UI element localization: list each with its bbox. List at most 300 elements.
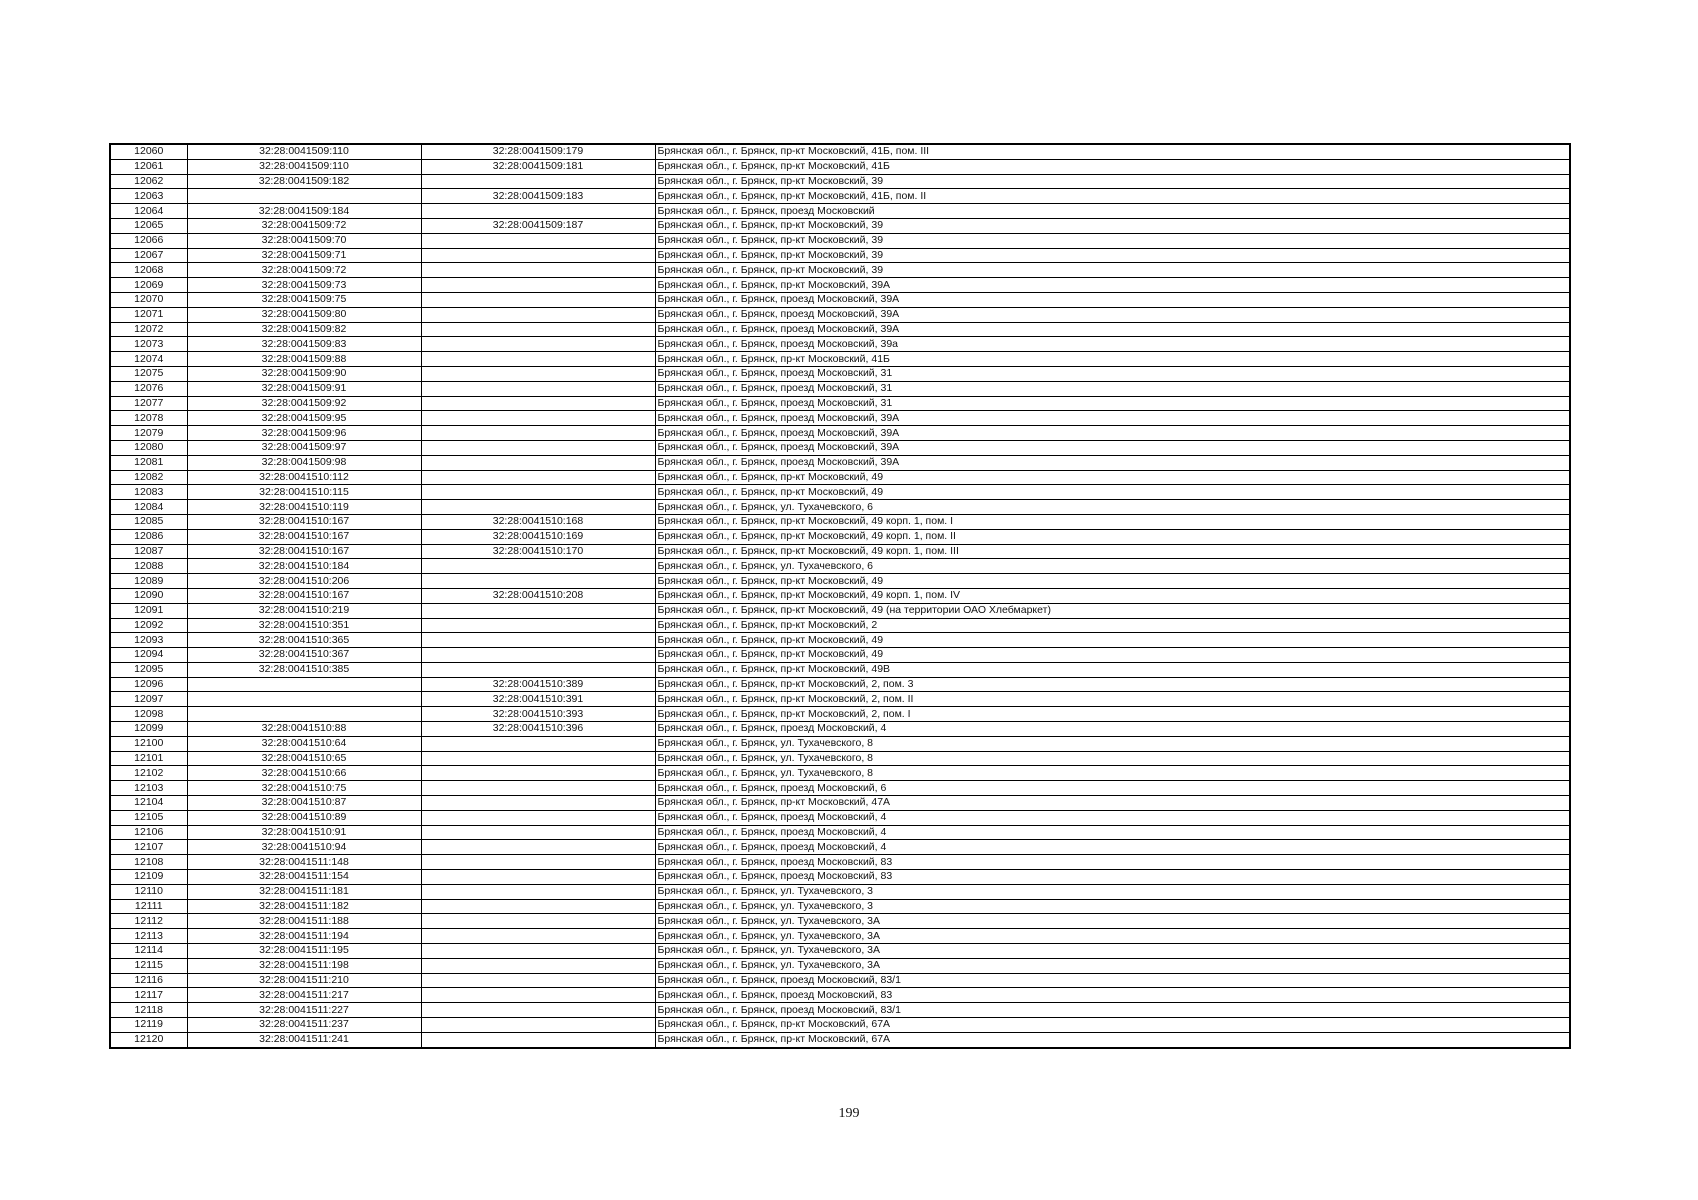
address-cell: Брянская обл., г. Брянск, проезд Московский, 31: [655, 396, 1570, 411]
sub-cadastral-number-cell: [421, 929, 655, 944]
row-number-cell: 12077: [110, 396, 187, 411]
address-cell: Брянская обл., г. Брянск, пр-кт Московский, 39: [655, 233, 1570, 248]
cadastral-number-cell: 32:28:0041510:385: [187, 662, 421, 677]
address-cell: Брянская обл., г. Брянск, пр-кт Московский, 49 (на территории ОАО Хлебмаркет): [655, 603, 1570, 618]
cadastral-number-cell: [187, 692, 421, 707]
table-row: [110, 292, 1570, 307]
cadastral-number-cell: 32:28:0041511:195: [187, 944, 421, 959]
sub-cadastral-number-cell: [421, 1032, 655, 1047]
address-cell: Брянская обл., г. Брянск, пр-кт Московский, 39: [655, 218, 1570, 233]
sub-cadastral-number-cell: [421, 500, 655, 515]
table-row: [110, 1018, 1570, 1033]
address-cell: Брянская обл., г. Брянск, проезд Московский, 39А: [655, 455, 1570, 470]
address-cell: Брянская обл., г. Брянск, пр-кт Московский, 49: [655, 574, 1570, 589]
address-cell: Брянская обл., г. Брянск, пр-кт Московский, 49: [655, 648, 1570, 663]
address-cell: Брянская обл., г. Брянск, пр-кт Московский, 2, пом. II: [655, 692, 1570, 707]
table-row: [110, 529, 1570, 544]
table-row: [110, 1032, 1570, 1047]
row-number-cell: 12118: [110, 1003, 187, 1018]
cadastral-number-cell: 32:28:0041511:154: [187, 870, 421, 885]
row-number-cell: 12104: [110, 796, 187, 811]
address-cell: Брянская обл., г. Брянск, пр-кт Московский, 2: [655, 618, 1570, 633]
row-number-cell: 12093: [110, 633, 187, 648]
address-cell: Брянская обл., г. Брянск, проезд Московский, 83: [655, 855, 1570, 870]
sub-cadastral-number-cell: [421, 840, 655, 855]
address-cell: Брянская обл., г. Брянск, пр-кт Московский, 41Б: [655, 352, 1570, 367]
sub-cadastral-number-cell: [421, 292, 655, 307]
row-number-cell: 12072: [110, 322, 187, 337]
table-row: [110, 352, 1570, 367]
sub-cadastral-number-cell: 32:28:0041510:396: [421, 722, 655, 737]
table-row: [110, 144, 1570, 159]
address-cell: Брянская обл., г. Брянск, проезд Московский, 39А: [655, 322, 1570, 337]
table-row: [110, 914, 1570, 929]
address-cell: Брянская обл., г. Брянск, пр-кт Московский, 39: [655, 174, 1570, 189]
row-number-cell: 12116: [110, 973, 187, 988]
sub-cadastral-number-cell: [421, 751, 655, 766]
address-cell: Брянская обл., г. Брянск, проезд Московский, 39А: [655, 411, 1570, 426]
row-number-cell: 12103: [110, 781, 187, 796]
address-cell: Брянская обл., г. Брянск, пр-кт Московский, 39А: [655, 278, 1570, 293]
sub-cadastral-number-cell: [421, 411, 655, 426]
address-cell: Брянская обл., г. Брянск, проезд Московский, 6: [655, 781, 1570, 796]
table-row: [110, 366, 1570, 381]
address-cell: Брянская обл., г. Брянск, проезд Московский, 83: [655, 870, 1570, 885]
cadastral-number-cell: 32:28:0041510:351: [187, 618, 421, 633]
sub-cadastral-number-cell: [421, 736, 655, 751]
sub-cadastral-number-cell: [421, 470, 655, 485]
cadastral-number-cell: 32:28:0041509:98: [187, 455, 421, 470]
row-number-cell: 12083: [110, 485, 187, 500]
table-row: [110, 485, 1570, 500]
cadastral-number-cell: 32:28:0041510:167: [187, 514, 421, 529]
address-cell: Брянская обл., г. Брянск, проезд Московский, 39А: [655, 292, 1570, 307]
cadastral-number-cell: [187, 189, 421, 204]
row-number-cell: 12085: [110, 514, 187, 529]
row-number-cell: 12090: [110, 588, 187, 603]
table-row: [110, 603, 1570, 618]
address-cell: Брянская обл., г. Брянск, проезд Московский, 39А: [655, 426, 1570, 441]
sub-cadastral-number-cell: [421, 455, 655, 470]
table-row: [110, 189, 1570, 204]
address-cell: Брянская обл., г. Брянск, проезд Московский, 83/1: [655, 1003, 1570, 1018]
table-row: [110, 440, 1570, 455]
table-row: [110, 248, 1570, 263]
sub-cadastral-number-cell: [421, 988, 655, 1003]
sub-cadastral-number-cell: [421, 633, 655, 648]
row-number-cell: 12094: [110, 648, 187, 663]
cadastral-number-cell: 32:28:0041509:71: [187, 248, 421, 263]
sub-cadastral-number-cell: [421, 485, 655, 500]
table-row: [110, 470, 1570, 485]
table-row: [110, 662, 1570, 677]
row-number-cell: 12071: [110, 307, 187, 322]
table-row: [110, 618, 1570, 633]
address-cell: Брянская обл., г. Брянск, проезд Московский, 4: [655, 840, 1570, 855]
table-row: [110, 736, 1570, 751]
cadastral-number-cell: 32:28:0041510:64: [187, 736, 421, 751]
table-row: [110, 426, 1570, 441]
address-cell: Брянская обл., г. Брянск, пр-кт Московский, 49 корп. 1, пом. II: [655, 529, 1570, 544]
address-cell: Брянская обл., г. Брянск, ул. Тухачевского, 3: [655, 884, 1570, 899]
sub-cadastral-number-cell: [421, 263, 655, 278]
table-row: [110, 840, 1570, 855]
cadastral-number-cell: 32:28:0041509:83: [187, 337, 421, 352]
address-cell: Брянская обл., г. Брянск, пр-кт Московский, 49: [655, 485, 1570, 500]
row-number-cell: 12081: [110, 455, 187, 470]
cadastral-number-cell: 32:28:0041509:70: [187, 233, 421, 248]
sub-cadastral-number-cell: 32:28:0041509:181: [421, 159, 655, 174]
register-table-body: [110, 144, 1570, 1048]
address-cell: Брянская обл., г. Брянск, проезд Московский, 31: [655, 366, 1570, 381]
sub-cadastral-number-cell: 32:28:0041509:183: [421, 189, 655, 204]
row-number-cell: 12084: [110, 500, 187, 515]
address-cell: Брянская обл., г. Брянск, ул. Тухачевского, 8: [655, 766, 1570, 781]
sub-cadastral-number-cell: 32:28:0041510:391: [421, 692, 655, 707]
cadastral-number-cell: 32:28:0041510:184: [187, 559, 421, 574]
row-number-cell: 12086: [110, 529, 187, 544]
row-number-cell: 12097: [110, 692, 187, 707]
cadastral-number-cell: 32:28:0041510:66: [187, 766, 421, 781]
row-number-cell: 12079: [110, 426, 187, 441]
row-number-cell: 12060: [110, 144, 187, 159]
address-cell: Брянская обл., г. Брянск, ул. Тухачевского, 8: [655, 751, 1570, 766]
sub-cadastral-number-cell: [421, 618, 655, 633]
row-number-cell: 12075: [110, 366, 187, 381]
table-row: [110, 337, 1570, 352]
sub-cadastral-number-cell: 32:28:0041510:208: [421, 588, 655, 603]
address-cell: Брянская обл., г. Брянск, проезд Московский, 39а: [655, 337, 1570, 352]
sub-cadastral-number-cell: [421, 248, 655, 263]
row-number-cell: 12098: [110, 707, 187, 722]
address-cell: Брянская обл., г. Брянск, проезд Московский, 4: [655, 810, 1570, 825]
table-row: [110, 307, 1570, 322]
row-number-cell: 12110: [110, 884, 187, 899]
sub-cadastral-number-cell: [421, 796, 655, 811]
sub-cadastral-number-cell: 32:28:0041510:170: [421, 544, 655, 559]
sub-cadastral-number-cell: [421, 396, 655, 411]
address-cell: Брянская обл., г. Брянск, ул. Тухачевского, 3А: [655, 944, 1570, 959]
row-number-cell: 12089: [110, 574, 187, 589]
cadastral-number-cell: 32:28:0041511:181: [187, 884, 421, 899]
address-cell: Брянская обл., г. Брянск, проезд Московский, 39А: [655, 440, 1570, 455]
address-cell: Брянская обл., г. Брянск, пр-кт Московский, 2, пом. I: [655, 707, 1570, 722]
table-row: [110, 796, 1570, 811]
table-row: [110, 870, 1570, 885]
row-number-cell: 12063: [110, 189, 187, 204]
row-number-cell: 12113: [110, 929, 187, 944]
cadastral-number-cell: 32:28:0041511:188: [187, 914, 421, 929]
cadastral-number-cell: 32:28:0041510:219: [187, 603, 421, 618]
cadastral-number-cell: 32:28:0041509:90: [187, 366, 421, 381]
table-row: [110, 588, 1570, 603]
cadastral-number-cell: 32:28:0041510:119: [187, 500, 421, 515]
row-number-cell: 12087: [110, 544, 187, 559]
row-number-cell: 12119: [110, 1018, 187, 1033]
row-number-cell: 12062: [110, 174, 187, 189]
table-row: [110, 633, 1570, 648]
sub-cadastral-number-cell: [421, 973, 655, 988]
row-number-cell: 12099: [110, 722, 187, 737]
address-cell: Брянская обл., г. Брянск, пр-кт Московский, 49: [655, 470, 1570, 485]
property-register-table: [109, 143, 1571, 1049]
row-number-cell: 12115: [110, 958, 187, 973]
cadastral-number-cell: 32:28:0041509:96: [187, 426, 421, 441]
sub-cadastral-number-cell: [421, 914, 655, 929]
address-cell: Брянская обл., г. Брянск, пр-кт Московский, 49 корп. 1, пом. III: [655, 544, 1570, 559]
cadastral-number-cell: 32:28:0041509:72: [187, 218, 421, 233]
sub-cadastral-number-cell: [421, 781, 655, 796]
cadastral-number-cell: 32:28:0041509:97: [187, 440, 421, 455]
table-row: [110, 396, 1570, 411]
address-cell: Брянская обл., г. Брянск, пр-кт Московский, 47А: [655, 796, 1570, 811]
sub-cadastral-number-cell: [421, 884, 655, 899]
address-cell: Брянская обл., г. Брянск, пр-кт Московский, 49 корп. 1, пом. IV: [655, 588, 1570, 603]
cadastral-number-cell: [187, 677, 421, 692]
sub-cadastral-number-cell: 32:28:0041509:179: [421, 144, 655, 159]
cadastral-number-cell: 32:28:0041510:94: [187, 840, 421, 855]
cadastral-number-cell: 32:28:0041509:92: [187, 396, 421, 411]
cadastral-number-cell: 32:28:0041511:217: [187, 988, 421, 1003]
cadastral-number-cell: 32:28:0041509:95: [187, 411, 421, 426]
table-row: [110, 692, 1570, 707]
table-row: [110, 751, 1570, 766]
table-row: [110, 159, 1570, 174]
sub-cadastral-number-cell: [421, 352, 655, 367]
table-row: [110, 455, 1570, 470]
row-number-cell: 12088: [110, 559, 187, 574]
cadastral-number-cell: 32:28:0041510:167: [187, 529, 421, 544]
table-row: [110, 899, 1570, 914]
row-number-cell: 12100: [110, 736, 187, 751]
table-row: [110, 648, 1570, 663]
cadastral-number-cell: 32:28:0041510:89: [187, 810, 421, 825]
table-row: [110, 958, 1570, 973]
sub-cadastral-number-cell: [421, 440, 655, 455]
sub-cadastral-number-cell: 32:28:0041510:389: [421, 677, 655, 692]
address-cell: Брянская обл., г. Брянск, проезд Московский, 39А: [655, 307, 1570, 322]
table-row: [110, 781, 1570, 796]
row-number-cell: 12061: [110, 159, 187, 174]
sub-cadastral-number-cell: [421, 810, 655, 825]
address-cell: Брянская обл., г. Брянск, проезд Московский, 4: [655, 722, 1570, 737]
cadastral-number-cell: 32:28:0041509:73: [187, 278, 421, 293]
address-cell: Брянская обл., г. Брянск, проезд Московский, 31: [655, 381, 1570, 396]
row-number-cell: 12066: [110, 233, 187, 248]
table-row: [110, 322, 1570, 337]
table-row: [110, 1003, 1570, 1018]
row-number-cell: 12096: [110, 677, 187, 692]
row-number-cell: 12076: [110, 381, 187, 396]
cadastral-number-cell: 32:28:0041509:110: [187, 159, 421, 174]
row-number-cell: 12064: [110, 204, 187, 219]
row-number-cell: 12067: [110, 248, 187, 263]
row-number-cell: 12069: [110, 278, 187, 293]
sub-cadastral-number-cell: [421, 648, 655, 663]
table-row: [110, 411, 1570, 426]
table-row: [110, 929, 1570, 944]
address-cell: Брянская обл., г. Брянск, проезд Московский: [655, 204, 1570, 219]
row-number-cell: 12107: [110, 840, 187, 855]
address-cell: Брянская обл., г. Брянск, пр-кт Московский, 41Б, пом. III: [655, 144, 1570, 159]
cadastral-number-cell: 32:28:0041509:82: [187, 322, 421, 337]
address-cell: Брянская обл., г. Брянск, ул. Тухачевского, 3А: [655, 929, 1570, 944]
table-row: [110, 677, 1570, 692]
row-number-cell: 12091: [110, 603, 187, 618]
sub-cadastral-number-cell: [421, 574, 655, 589]
address-cell: Брянская обл., г. Брянск, ул. Тухачевского, 3А: [655, 914, 1570, 929]
table-row: [110, 810, 1570, 825]
table-row: [110, 174, 1570, 189]
row-number-cell: 12112: [110, 914, 187, 929]
row-number-cell: 12101: [110, 751, 187, 766]
row-number-cell: 12108: [110, 855, 187, 870]
sub-cadastral-number-cell: 32:28:0041510:169: [421, 529, 655, 544]
row-number-cell: 12092: [110, 618, 187, 633]
table-row: [110, 544, 1570, 559]
table-row: [110, 278, 1570, 293]
cadastral-number-cell: 32:28:0041509:182: [187, 174, 421, 189]
sub-cadastral-number-cell: [421, 337, 655, 352]
row-number-cell: 12095: [110, 662, 187, 677]
address-cell: Брянская обл., г. Брянск, пр-кт Московский, 49 корп. 1, пом. I: [655, 514, 1570, 529]
cadastral-number-cell: 32:28:0041510:88: [187, 722, 421, 737]
cadastral-number-cell: 32:28:0041509:110: [187, 144, 421, 159]
table-row: [110, 218, 1570, 233]
sub-cadastral-number-cell: [421, 278, 655, 293]
cadastral-number-cell: 32:28:0041511:237: [187, 1018, 421, 1033]
sub-cadastral-number-cell: [421, 870, 655, 885]
sub-cadastral-number-cell: [421, 766, 655, 781]
cadastral-number-cell: 32:28:0041509:88: [187, 352, 421, 367]
table-row: [110, 204, 1570, 219]
address-cell: Брянская обл., г. Брянск, проезд Московский, 83/1: [655, 973, 1570, 988]
address-cell: Брянская обл., г. Брянск, ул. Тухачевского, 6: [655, 500, 1570, 515]
table-row: [110, 233, 1570, 248]
cadastral-number-cell: 32:28:0041510:167: [187, 544, 421, 559]
address-cell: Брянская обл., г. Брянск, пр-кт Московский, 67А: [655, 1032, 1570, 1047]
sub-cadastral-number-cell: [421, 1003, 655, 1018]
cadastral-number-cell: 32:28:0041511:194: [187, 929, 421, 944]
sub-cadastral-number-cell: [421, 1018, 655, 1033]
address-cell: Брянская обл., г. Брянск, пр-кт Московский, 2, пом. 3: [655, 677, 1570, 692]
cadastral-number-cell: 32:28:0041511:210: [187, 973, 421, 988]
table-row: [110, 944, 1570, 959]
row-number-cell: 12078: [110, 411, 187, 426]
row-number-cell: 12080: [110, 440, 187, 455]
row-number-cell: 12105: [110, 810, 187, 825]
sub-cadastral-number-cell: [421, 899, 655, 914]
address-cell: Брянская обл., г. Брянск, пр-кт Московский, 49В: [655, 662, 1570, 677]
sub-cadastral-number-cell: [421, 825, 655, 840]
sub-cadastral-number-cell: [421, 204, 655, 219]
table-row: [110, 559, 1570, 574]
table-row: [110, 514, 1570, 529]
sub-cadastral-number-cell: [421, 855, 655, 870]
address-cell: Брянская обл., г. Брянск, проезд Московский, 4: [655, 825, 1570, 840]
address-cell: Брянская обл., г. Брянск, ул. Тухачевского, 8: [655, 736, 1570, 751]
table-row: [110, 766, 1570, 781]
address-cell: Брянская обл., г. Брянск, проезд Московский, 83: [655, 988, 1570, 1003]
sub-cadastral-number-cell: [421, 307, 655, 322]
cadastral-number-cell: 32:28:0041511:182: [187, 899, 421, 914]
address-cell: Брянская обл., г. Брянск, пр-кт Московский, 67А: [655, 1018, 1570, 1033]
cadastral-number-cell: 32:28:0041509:184: [187, 204, 421, 219]
sub-cadastral-number-cell: [421, 944, 655, 959]
sub-cadastral-number-cell: [421, 426, 655, 441]
cadastral-number-cell: 32:28:0041511:227: [187, 1003, 421, 1018]
sub-cadastral-number-cell: [421, 559, 655, 574]
cadastral-number-cell: 32:28:0041510:87: [187, 796, 421, 811]
row-number-cell: 12114: [110, 944, 187, 959]
row-number-cell: 12074: [110, 352, 187, 367]
sub-cadastral-number-cell: [421, 174, 655, 189]
row-number-cell: 12117: [110, 988, 187, 1003]
cadastral-number-cell: [187, 707, 421, 722]
table-row: [110, 884, 1570, 899]
table-row: [110, 381, 1570, 396]
sub-cadastral-number-cell: 32:28:0041509:187: [421, 218, 655, 233]
table-row: [110, 574, 1570, 589]
table-row: [110, 973, 1570, 988]
cadastral-number-cell: 32:28:0041510:206: [187, 574, 421, 589]
row-number-cell: 12102: [110, 766, 187, 781]
table-row: [110, 825, 1570, 840]
row-number-cell: 12111: [110, 899, 187, 914]
row-number-cell: 12073: [110, 337, 187, 352]
sub-cadastral-number-cell: [421, 603, 655, 618]
row-number-cell: 12106: [110, 825, 187, 840]
cadastral-number-cell: 32:28:0041510:115: [187, 485, 421, 500]
cadastral-number-cell: 32:28:0041510:365: [187, 633, 421, 648]
cadastral-number-cell: 32:28:0041510:367: [187, 648, 421, 663]
table-row: [110, 500, 1570, 515]
sub-cadastral-number-cell: [421, 233, 655, 248]
address-cell: Брянская обл., г. Брянск, ул. Тухачевского, 3: [655, 899, 1570, 914]
cadastral-number-cell: 32:28:0041509:80: [187, 307, 421, 322]
cadastral-number-cell: 32:28:0041510:112: [187, 470, 421, 485]
cadastral-number-cell: 32:28:0041509:91: [187, 381, 421, 396]
sub-cadastral-number-cell: [421, 381, 655, 396]
sub-cadastral-number-cell: 32:28:0041510:168: [421, 514, 655, 529]
address-cell: Брянская обл., г. Брянск, пр-кт Московский, 41Б, пом. II: [655, 189, 1570, 204]
row-number-cell: 12065: [110, 218, 187, 233]
table-row: [110, 707, 1570, 722]
cadastral-number-cell: 32:28:0041511:241: [187, 1032, 421, 1047]
table-row: [110, 263, 1570, 278]
cadastral-number-cell: 32:28:0041511:148: [187, 855, 421, 870]
address-cell: Брянская обл., г. Брянск, пр-кт Московский, 49: [655, 633, 1570, 648]
table-row: [110, 855, 1570, 870]
row-number-cell: 12120: [110, 1032, 187, 1047]
sub-cadastral-number-cell: 32:28:0041510:393: [421, 707, 655, 722]
address-cell: Брянская обл., г. Брянск, ул. Тухачевского, 3А: [655, 958, 1570, 973]
table-row: [110, 722, 1570, 737]
sub-cadastral-number-cell: [421, 322, 655, 337]
row-number-cell: 12109: [110, 870, 187, 885]
address-cell: Брянская обл., г. Брянск, пр-кт Московский, 41Б: [655, 159, 1570, 174]
cadastral-number-cell: 32:28:0041511:198: [187, 958, 421, 973]
row-number-cell: 12070: [110, 292, 187, 307]
cadastral-number-cell: 32:28:0041509:72: [187, 263, 421, 278]
row-number-cell: 12068: [110, 263, 187, 278]
address-cell: Брянская обл., г. Брянск, пр-кт Московский, 39: [655, 263, 1570, 278]
sub-cadastral-number-cell: [421, 662, 655, 677]
page-number: 199: [838, 1106, 860, 1121]
address-cell: Брянская обл., г. Брянск, ул. Тухачевского, 6: [655, 559, 1570, 574]
cadastral-number-cell: 32:28:0041510:91: [187, 825, 421, 840]
cadastral-number-cell: 32:28:0041510:65: [187, 751, 421, 766]
